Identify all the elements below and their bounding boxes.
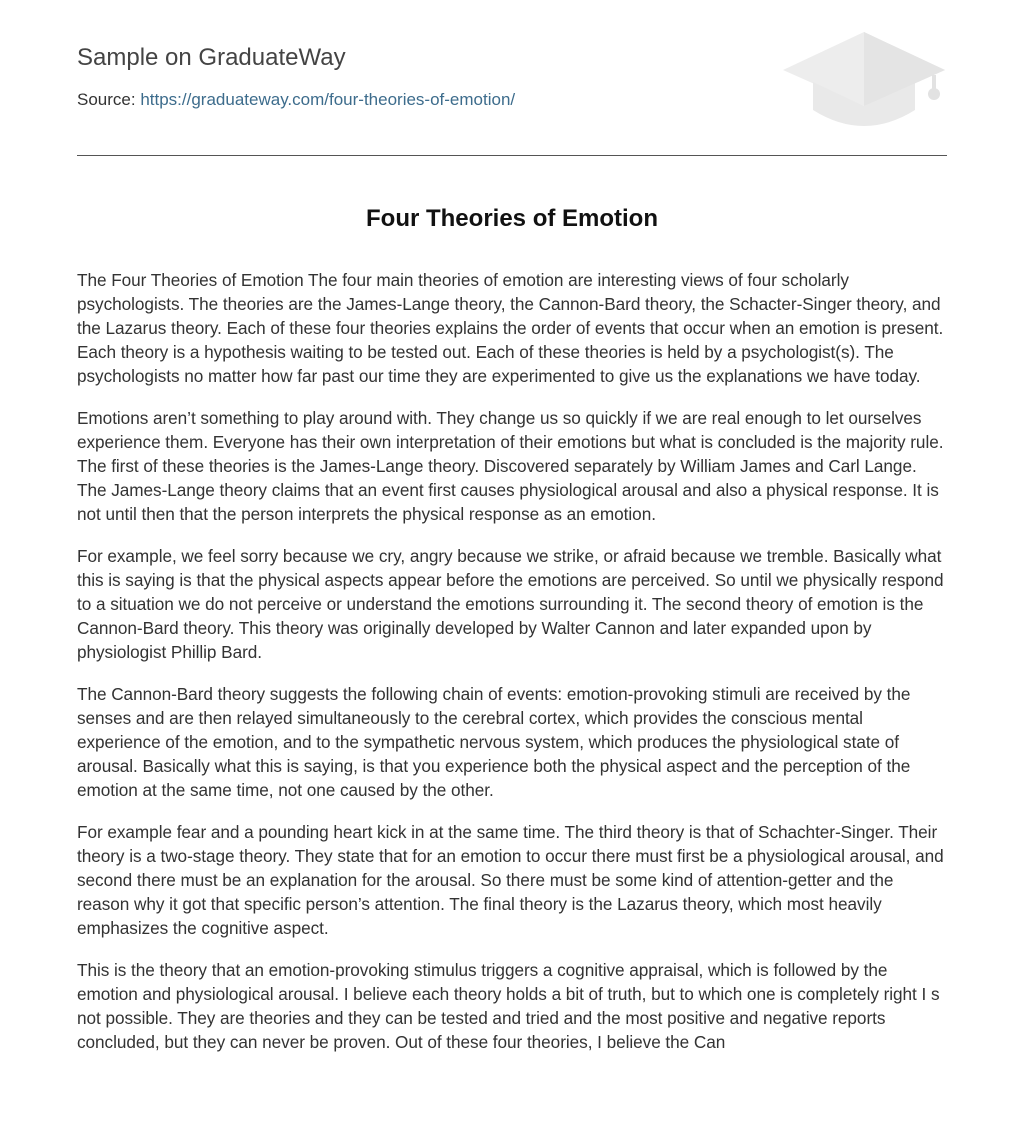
paragraph: The Four Theories of Emotion The four main theories of emotion are interesting views of four scholarly psychologists. The theories are the James-Lange theory, the Cannon-Bard theory, the Schacter-Singer theory, and the Lazarus theory. Each of these four theories explains the order of events that occur when an emotion is present. Each theory is a hypothesis waiting to be tested out. Each of these theories is held by a psychologist(s). The psychologists no matter how far past our time they are experimented to give us the explanations we have today. (77, 270, 944, 386)
paragraph: The Cannon-Bard theory suggests the following chain of events: emotion-provoking stimuli are received by the senses and are then relayed simultaneously to the cerebral cortex, which provides the conscious mental experience of the emotion, and to the sympathetic nervous system, which produces the physiological state of arousal. Basically what this is saying, is that you experience both the physical aspect and the perception of the emotion at the same time, not one caused by the other. (77, 684, 911, 800)
graduation-cap-icon (781, 30, 947, 134)
paragraph: For example, we feel sorry because we cry, angry because we strike, or afraid because we tremble. Basically what this is saying is that the physical aspects appear before the emotions are perceived. So until we physically respond to a situation we do not perceive or understand the emotions surrounding it. The second theory of emotion is the Cannon-Bard theory. This theory was originally developed by Walter Cannon and later expanded upon by physiologist Phillip Bard. (77, 546, 944, 662)
site-name: Sample on GraduateWay (77, 44, 346, 71)
paragraph: Emotions aren’t something to play around with. They change us so quickly if we are real enough to let ourselves experience them. Everyone has their own interpretation of their emotions but what is concluded is the majority rule. The first of these theories is the James-Lange theory. Discovered separately by William James and Carl Lange. The James-Lange theory claims that an event first causes physiological arousal and also a physical response. It is not until then that the person interprets the physical response as an emotion. (77, 408, 944, 524)
page-header (77, 0, 947, 156)
article-title: Four Theories of Emotion (366, 205, 658, 232)
source-label: Source: (77, 90, 136, 109)
paragraph: For example fear and a pounding heart kick in at the same time. The third theory is that of Schachter-Singer. Their theory is a two-stage theory. They state that for an emotion to occur there must first be a physiological arousal, and second there must be an explanation for the arousal. So there must be some kind of attention-getter and the reason why it got that specific person’s attention. The final theory is the Lazarus theory, which most heavily emphasizes the cognitive aspect. (77, 822, 944, 938)
source-link[interactable]: https://graduateway.com/four-theories-of-emotion/ (140, 90, 516, 109)
source-line (77, 90, 515, 110)
article-body (77, 268, 948, 1072)
header-divider (77, 155, 947, 156)
paragraph: This is the theory that an emotion-provoking stimulus triggers a cognitive appraisal, which is followed by the emotion and physiological arousal. I believe each theory holds a bit of truth, but to which one is completely right I s not possible. They are theories and they can be tested and tried and the most positive and negative reports concluded, but they can never be proven. Out of these four theories, I believe the Can (77, 960, 940, 1052)
